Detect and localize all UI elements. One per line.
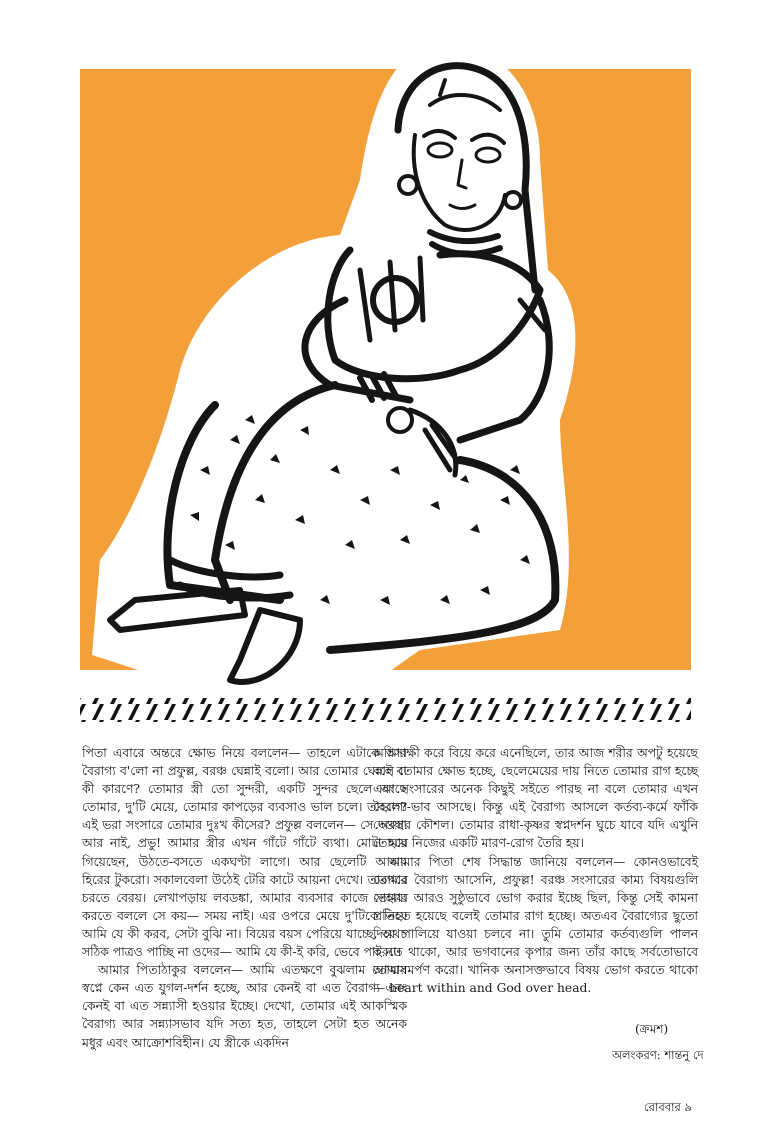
paragraph: আমার পিতা শেষ সিদ্ধান্ত জানিয়ে বললেন— কোনওভাবেই তোমার বৈরাগ্য আসেনি, প্রফুল্ল! বরঞ্চ সংসারের কাম্য বিষয়গুলি তোমার আরও সুষ্ঠুভাবে ভোগ করার ইচ্ছে ছিল, কিন্তু সেই কামনা প্রতিহত হয়েছে বলেই তোমার রাগ হচ্ছে। অতএব বৈরাগ্যের ছুতো দিয়ে পালিয়ে যাওয়া চলবে না। তুমি তোমার কর্তব্যগুলি পালন করতে থাকো, আর ভগবানের কৃপার জন্য তাঁর কাছে সর্বতোভাবে আত্মসমর্পণ করো। খানিক অনাসক্তভাবে বিষয় ভোগ করতে থাকো— heart within and God over head. [373,854,698,996]
page-folio: রোববার ৯ [644,1100,692,1114]
paragraph: আমার পিতাঠাকুর বললেন— আমি এতক্ষণে বুঝলাম তোমার স্বপ্নে কেন এত যুগল-দর্শন হচ্ছে, আর কেনই বা এত বৈরাগ্য এবং কেনই বা এত সন্ন্যাসী হওয়ার ইচ্ছে। দেখো, তোমার এই আকস্মিক বৈরাগ্য আর সন্ন্যাসভাব যদি সত্য হত, তাহলে সেটা হত অনেক মধুর এবং আক্রোশবিহীন। যে স্ত্রীকে একদিন [82,963,407,1050]
paragraph: অগ্নিসাক্ষী করে বিয়ে করে এনেছিলে, তার আজ শরীর অপটু হয়েছে বলে তোমার ক্ষোভ হচ্ছে, ছেলেমেয়ের দায় নিতে তোমার রাগ হচ্ছে এবং সংসারের অনেক কিছুই সইতে পারছ না বলে তোমার এখন বৈরাগ্য-ভাব আসছে। কিন্তু এই বৈরাগ্য আসলে কর্তব্য-কর্মে ফাঁকি দেওয়ার কৌশল। তোমার রাধা-কৃষ্ণর স্বপ্নদর্শন ঘুচে যাবে যদি এখুনি তোমার নিজের একটি মারণ-রোগ তৈরি হয়। [373,746,698,851]
to-be-continued-label: (ক্রমশ) [635,1022,669,1036]
illustration-credit: অলংকরণ: শান্তনু দে [612,1048,704,1062]
article-column-right [373,744,698,997]
floor-hatch-band [80,698,691,722]
paragraph: পিতা এবারে অন্তরে ক্ষোভ নিয়ে বললেন— তাহলে এটাকে আর বৈরাগ্য ব'লো না প্রফুল্ল, বরঞ্চ ঘেন্নাই বলো। আর তোমার ঘেন্নাই বা কী কারণে? তোমার স্ত্রী তো সুন্দরী, একটি সুন্দর ছেলে আছে তোমার, দু'টি মেয়ে, তোমার কাপড়ের ব্যবসাও ভাল চলে। তাহলে? এই ভরা সংসারে তোমার দুঃখ কীসের? প্রফুল্ল বললেন— সে অবস্থা আর নাই, প্রভু! আমার স্ত্রীর এখন গাঁটে গাঁটে ব্যথা। মোটা হয়ে গিয়েছেন, উঠতে-বসতে একঘণ্টা লাগে। আর ছেলেটি আমার হিরের টুকরো। সকালবেলা উঠেই টেরি কাটে আয়না দেখে। তারপরে চরতে বেরয়। লেখাপড়ায় লবডঙ্কা, আমার ব্যবসার কাজে সাহায্য করতে বললে সে কয়— সময় নাই। এর ওপরে মেয়ে দু'টিকে নিয়ে আমি যে কী করব, সেটা বুঝি না। বিয়ের বয়স পেরিয়ে যাচ্ছে, অথচ সঠিক পাত্রও পাচ্ছি না ওদের— আমি যে কী-ই করি, ভেবে পাই না। [82,746,407,960]
article-column-left [82,744,407,1052]
